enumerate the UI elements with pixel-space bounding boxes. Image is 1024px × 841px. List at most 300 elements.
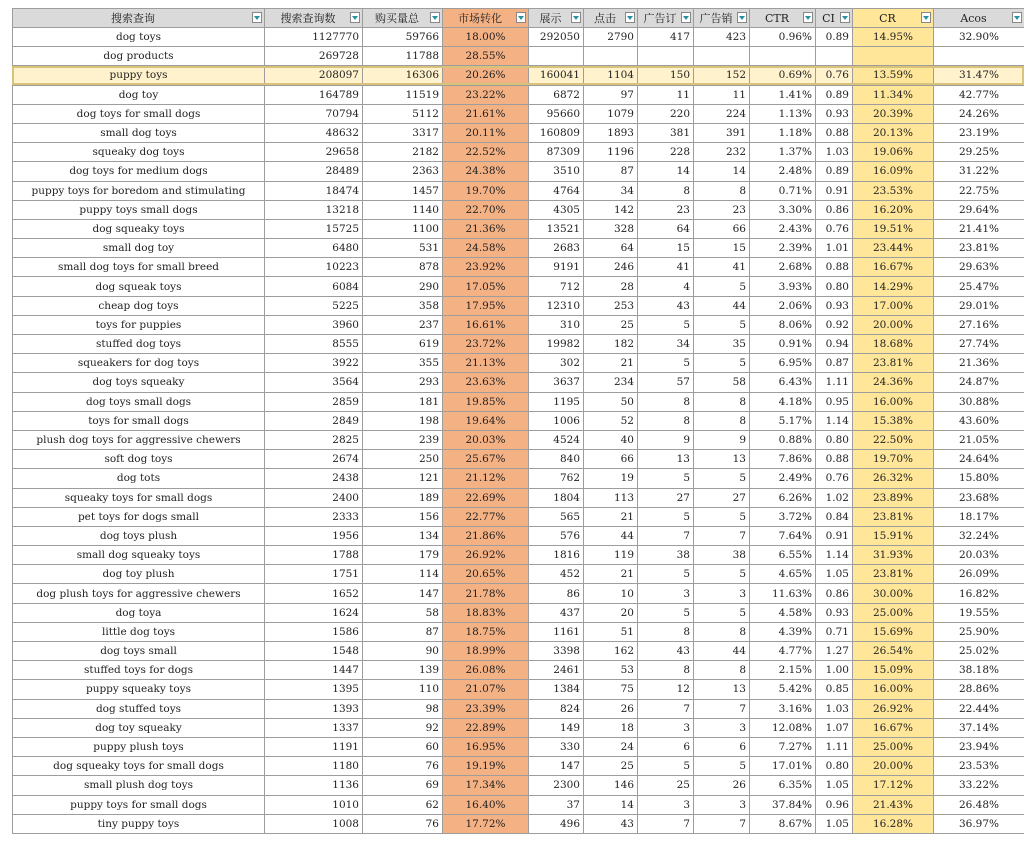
cell-imp[interactable]: 95660 <box>529 104 584 123</box>
cell-ctr[interactable]: 2.49% <box>750 469 816 488</box>
cell-conv[interactable]: 22.89% <box>443 718 529 737</box>
cell-acos[interactable]: 29.64% <box>934 200 1024 219</box>
cell-ad2[interactable]: 8 <box>694 411 750 430</box>
cell-acos[interactable]: 37.14% <box>934 718 1024 737</box>
table-row[interactable] <box>13 718 1024 737</box>
cell-clk[interactable]: 1196 <box>584 143 638 162</box>
cell-vol[interactable]: 2849 <box>265 411 363 430</box>
cell-vol[interactable]: 28489 <box>265 162 363 181</box>
cell-ad2[interactable]: 44 <box>694 296 750 315</box>
cell-imp[interactable]: 840 <box>529 450 584 469</box>
row-number[interactable] <box>0 411 12 430</box>
cell-ci[interactable]: 0.96 <box>816 795 853 814</box>
table-row[interactable] <box>13 661 1024 680</box>
cell-ctr[interactable]: 1.41% <box>750 85 816 104</box>
table-row[interactable] <box>13 488 1024 507</box>
cell-acos[interactable]: 29.63% <box>934 258 1024 277</box>
cell-ad2[interactable]: 5 <box>694 315 750 334</box>
cell-vol[interactable]: 1395 <box>265 680 363 699</box>
filter-dropdown-icon[interactable] <box>1012 12 1022 23</box>
cell-cr[interactable]: 26.54% <box>853 642 934 661</box>
row-number[interactable] <box>0 27 12 46</box>
row-number[interactable] <box>0 181 12 200</box>
cell-q[interactable]: squeakers for dog toys <box>13 354 265 373</box>
table-row[interactable] <box>13 450 1024 469</box>
cell-acos[interactable]: 24.64% <box>934 450 1024 469</box>
cell-buy[interactable]: 98 <box>363 699 443 718</box>
cell-ad1[interactable]: 25 <box>638 776 694 795</box>
cell-buy[interactable]: 139 <box>363 661 443 680</box>
cell-ad2[interactable]: 5 <box>694 469 750 488</box>
cell-clk[interactable]: 1104 <box>584 66 638 85</box>
cell-ctr[interactable]: 2.68% <box>750 258 816 277</box>
cell-ad2[interactable]: 152 <box>694 66 750 85</box>
cell-clk[interactable]: 18 <box>584 718 638 737</box>
cell-clk[interactable]: 119 <box>584 546 638 565</box>
cell-conv[interactable]: 23.22% <box>443 85 529 104</box>
cell-vol[interactable]: 1956 <box>265 526 363 545</box>
cell-acos[interactable]: 18.17% <box>934 507 1024 526</box>
cell-q[interactable]: dog toys squeaky <box>13 373 265 392</box>
cell-ctr[interactable]: 12.08% <box>750 718 816 737</box>
cell-clk[interactable] <box>584 47 638 66</box>
cell-q[interactable]: pet toys for dogs small <box>13 507 265 526</box>
cell-imp[interactable] <box>529 47 584 66</box>
cell-ad2[interactable]: 391 <box>694 123 750 142</box>
cell-vol[interactable]: 18474 <box>265 181 363 200</box>
cell-ad1[interactable]: 5 <box>638 603 694 622</box>
cell-ad2[interactable]: 423 <box>694 28 750 47</box>
cell-ad1[interactable]: 381 <box>638 123 694 142</box>
cell-imp[interactable]: 1384 <box>529 680 584 699</box>
cell-ctr[interactable]: 6.26% <box>750 488 816 507</box>
cell-conv[interactable]: 16.61% <box>443 315 529 334</box>
cell-buy[interactable]: 92 <box>363 718 443 737</box>
cell-ad2[interactable]: 3 <box>694 718 750 737</box>
cell-ad1[interactable]: 7 <box>638 526 694 545</box>
cell-buy[interactable]: 237 <box>363 315 443 334</box>
cell-q[interactable]: dog toy squeaky <box>13 718 265 737</box>
row-number[interactable] <box>0 526 12 545</box>
cell-ad2[interactable]: 5 <box>694 277 750 296</box>
column-header-conv[interactable] <box>443 9 529 28</box>
cell-q[interactable]: tiny puppy toys <box>13 814 265 833</box>
cell-vol[interactable]: 15725 <box>265 219 363 238</box>
cell-vol[interactable]: 1191 <box>265 737 363 756</box>
cell-ci[interactable]: 0.89 <box>816 28 853 47</box>
row-number[interactable] <box>0 775 12 794</box>
cell-acos[interactable]: 21.05% <box>934 430 1024 449</box>
cell-ci[interactable]: 0.76 <box>816 219 853 238</box>
cell-ci[interactable]: 1.11 <box>816 373 853 392</box>
cell-imp[interactable]: 1161 <box>529 622 584 641</box>
cell-ad2[interactable]: 15 <box>694 239 750 258</box>
cell-vol[interactable]: 6084 <box>265 277 363 296</box>
cell-acos[interactable] <box>934 47 1024 66</box>
cell-cr[interactable]: 26.32% <box>853 469 934 488</box>
cell-ctr[interactable]: 2.15% <box>750 661 816 680</box>
cell-ad1[interactable]: 4 <box>638 277 694 296</box>
cell-vol[interactable]: 1624 <box>265 603 363 622</box>
cell-ad1[interactable]: 3 <box>638 584 694 603</box>
filter-dropdown-icon[interactable] <box>681 12 691 23</box>
cell-cr[interactable]: 11.34% <box>853 85 934 104</box>
cell-ci[interactable]: 1.00 <box>816 661 853 680</box>
cell-buy[interactable]: 2363 <box>363 162 443 181</box>
row-number[interactable] <box>0 583 12 602</box>
table-row[interactable] <box>13 411 1024 430</box>
cell-q[interactable]: puppy toys for small dogs <box>13 795 265 814</box>
cell-buy[interactable]: 1140 <box>363 200 443 219</box>
cell-clk[interactable]: 21 <box>584 565 638 584</box>
cell-ci[interactable]: 1.14 <box>816 411 853 430</box>
cell-conv[interactable]: 16.95% <box>443 737 529 756</box>
cell-buy[interactable]: 69 <box>363 776 443 795</box>
cell-acos[interactable]: 21.41% <box>934 219 1024 238</box>
table-row[interactable] <box>13 239 1024 258</box>
cell-q[interactable]: dog toys plush <box>13 526 265 545</box>
cell-conv[interactable]: 24.38% <box>443 162 529 181</box>
column-header-acos[interactable] <box>934 9 1024 28</box>
cell-vol[interactable]: 1010 <box>265 795 363 814</box>
cell-buy[interactable]: 179 <box>363 546 443 565</box>
cell-ad1[interactable]: 5 <box>638 469 694 488</box>
cell-acos[interactable]: 32.24% <box>934 526 1024 545</box>
cell-cr[interactable]: 16.20% <box>853 200 934 219</box>
cell-ad1[interactable]: 12 <box>638 680 694 699</box>
cell-vol[interactable]: 2333 <box>265 507 363 526</box>
cell-clk[interactable]: 253 <box>584 296 638 315</box>
row-number[interactable] <box>0 392 12 411</box>
cell-acos[interactable]: 33.22% <box>934 776 1024 795</box>
cell-clk[interactable]: 234 <box>584 373 638 392</box>
cell-cr[interactable]: 16.09% <box>853 162 934 181</box>
cell-q[interactable]: plush dog toys for aggressive chewers <box>13 430 265 449</box>
cell-buy[interactable]: 11788 <box>363 47 443 66</box>
cell-ad2[interactable]: 44 <box>694 642 750 661</box>
cell-ad2[interactable]: 5 <box>694 757 750 776</box>
cell-vol[interactable]: 1136 <box>265 776 363 795</box>
cell-ad1[interactable]: 34 <box>638 335 694 354</box>
table-row[interactable] <box>13 757 1024 776</box>
cell-ad1[interactable]: 14 <box>638 162 694 181</box>
cell-clk[interactable]: 26 <box>584 699 638 718</box>
cell-clk[interactable]: 51 <box>584 622 638 641</box>
row-number[interactable] <box>0 430 12 449</box>
cell-ad2[interactable]: 8 <box>694 661 750 680</box>
cell-ad1[interactable]: 13 <box>638 450 694 469</box>
cell-imp[interactable]: 712 <box>529 277 584 296</box>
cell-ctr[interactable]: 6.95% <box>750 354 816 373</box>
cell-ad2[interactable]: 38 <box>694 546 750 565</box>
cell-ad2[interactable]: 3 <box>694 584 750 603</box>
cell-q[interactable]: toys for small dogs <box>13 411 265 430</box>
cell-vol[interactable]: 2674 <box>265 450 363 469</box>
row-number[interactable] <box>0 449 12 468</box>
cell-ci[interactable]: 0.88 <box>816 450 853 469</box>
cell-buy[interactable]: 76 <box>363 814 443 833</box>
column-header-cr[interactable] <box>853 9 934 28</box>
cell-ctr[interactable]: 5.17% <box>750 411 816 430</box>
cell-conv[interactable]: 18.83% <box>443 603 529 622</box>
cell-clk[interactable]: 146 <box>584 776 638 795</box>
cell-imp[interactable]: 576 <box>529 526 584 545</box>
cell-cr[interactable]: 14.95% <box>853 28 934 47</box>
cell-buy[interactable]: 114 <box>363 565 443 584</box>
row-number[interactable] <box>0 660 12 679</box>
cell-ad1[interactable]: 220 <box>638 104 694 123</box>
cell-imp[interactable]: 6872 <box>529 85 584 104</box>
cell-vol[interactable]: 1393 <box>265 699 363 718</box>
table-row[interactable] <box>13 603 1024 622</box>
cell-ci[interactable]: 0.93 <box>816 603 853 622</box>
cell-ctr[interactable]: 2.43% <box>750 219 816 238</box>
cell-cr[interactable]: 17.12% <box>853 776 934 795</box>
cell-ctr[interactable]: 4.39% <box>750 622 816 641</box>
row-number[interactable] <box>0 65 12 84</box>
cell-clk[interactable]: 64 <box>584 239 638 258</box>
cell-conv[interactable]: 25.67% <box>443 450 529 469</box>
cell-ad2[interactable]: 8 <box>694 622 750 641</box>
cell-ci[interactable]: 0.89 <box>816 162 853 181</box>
cell-acos[interactable]: 27.16% <box>934 315 1024 334</box>
cell-vol[interactable]: 1652 <box>265 584 363 603</box>
cell-vol[interactable]: 1180 <box>265 757 363 776</box>
cell-ctr[interactable]: 17.01% <box>750 757 816 776</box>
cell-q[interactable]: dog squeak toys <box>13 277 265 296</box>
cell-clk[interactable]: 14 <box>584 795 638 814</box>
cell-cr[interactable]: 17.00% <box>853 296 934 315</box>
cell-ad1[interactable]: 228 <box>638 143 694 162</box>
cell-vol[interactable]: 1548 <box>265 642 363 661</box>
cell-q[interactable]: dog toys small <box>13 642 265 661</box>
cell-q[interactable]: squeaky dog toys <box>13 143 265 162</box>
cell-acos[interactable]: 29.25% <box>934 143 1024 162</box>
cell-conv[interactable]: 22.52% <box>443 143 529 162</box>
cell-cr[interactable] <box>853 47 934 66</box>
cell-ctr[interactable]: 4.18% <box>750 392 816 411</box>
filter-dropdown-icon[interactable] <box>252 12 262 23</box>
cell-cr[interactable]: 24.36% <box>853 373 934 392</box>
table-row[interactable] <box>13 814 1024 833</box>
cell-ad1[interactable]: 417 <box>638 28 694 47</box>
row-number[interactable] <box>0 142 12 161</box>
cell-buy[interactable]: 121 <box>363 469 443 488</box>
row-number[interactable] <box>0 622 12 641</box>
cell-q[interactable]: puppy squeaky toys <box>13 680 265 699</box>
cell-ad2[interactable]: 5 <box>694 565 750 584</box>
cell-ctr[interactable]: 7.64% <box>750 526 816 545</box>
cell-acos[interactable]: 16.82% <box>934 584 1024 603</box>
cell-ad2[interactable]: 11 <box>694 85 750 104</box>
cell-cr[interactable]: 16.00% <box>853 680 934 699</box>
cell-clk[interactable]: 21 <box>584 507 638 526</box>
cell-q[interactable]: dog toy plush <box>13 565 265 584</box>
cell-ci[interactable]: 0.95 <box>816 392 853 411</box>
table-row[interactable] <box>13 565 1024 584</box>
cell-ctr[interactable]: 8.06% <box>750 315 816 334</box>
cell-conv[interactable]: 20.03% <box>443 430 529 449</box>
cell-conv[interactable]: 19.85% <box>443 392 529 411</box>
cell-cr[interactable]: 18.68% <box>853 335 934 354</box>
cell-q[interactable]: dog plush toys for aggressive chewers <box>13 584 265 603</box>
row-number[interactable] <box>0 257 12 276</box>
cell-imp[interactable]: 2461 <box>529 661 584 680</box>
cell-imp[interactable]: 762 <box>529 469 584 488</box>
cell-conv[interactable]: 20.11% <box>443 123 529 142</box>
cell-buy[interactable]: 5112 <box>363 104 443 123</box>
cell-vol[interactable]: 1788 <box>265 546 363 565</box>
cell-clk[interactable]: 246 <box>584 258 638 277</box>
cell-conv[interactable]: 23.63% <box>443 373 529 392</box>
cell-conv[interactable]: 19.70% <box>443 181 529 200</box>
cell-cr[interactable]: 15.09% <box>853 661 934 680</box>
cell-ad2[interactable]: 3 <box>694 795 750 814</box>
table-row[interactable] <box>13 392 1024 411</box>
cell-ad2[interactable]: 13 <box>694 680 750 699</box>
cell-cr[interactable]: 15.69% <box>853 622 934 641</box>
cell-conv[interactable]: 22.69% <box>443 488 529 507</box>
cell-ad1[interactable]: 15 <box>638 239 694 258</box>
cell-ctr[interactable]: 37.84% <box>750 795 816 814</box>
cell-buy[interactable]: 59766 <box>363 28 443 47</box>
cell-conv[interactable]: 24.58% <box>443 239 529 258</box>
cell-ad2[interactable]: 232 <box>694 143 750 162</box>
cell-ctr[interactable]: 3.93% <box>750 277 816 296</box>
cell-clk[interactable]: 162 <box>584 642 638 661</box>
cell-acos[interactable]: 20.03% <box>934 546 1024 565</box>
cell-q[interactable]: small dog toy <box>13 239 265 258</box>
cell-ci[interactable]: 0.80 <box>816 277 853 296</box>
cell-conv[interactable]: 21.86% <box>443 526 529 545</box>
cell-conv[interactable]: 19.19% <box>443 757 529 776</box>
cell-clk[interactable]: 10 <box>584 584 638 603</box>
cell-imp[interactable]: 1804 <box>529 488 584 507</box>
table-row[interactable] <box>13 354 1024 373</box>
cell-acos[interactable]: 22.75% <box>934 181 1024 200</box>
cell-q[interactable]: puppy plush toys <box>13 737 265 756</box>
cell-cr[interactable]: 15.91% <box>853 526 934 545</box>
cell-ad1[interactable]: 5 <box>638 354 694 373</box>
table-row[interactable] <box>13 181 1024 200</box>
cell-ctr[interactable]: 0.88% <box>750 430 816 449</box>
cell-imp[interactable]: 2300 <box>529 776 584 795</box>
cell-ctr[interactable]: 2.06% <box>750 296 816 315</box>
cell-clk[interactable]: 142 <box>584 200 638 219</box>
cell-ad2[interactable]: 58 <box>694 373 750 392</box>
cell-q[interactable]: small dog squeaky toys <box>13 546 265 565</box>
cell-cr[interactable]: 20.00% <box>853 315 934 334</box>
row-number[interactable] <box>0 334 12 353</box>
cell-imp[interactable]: 160041 <box>529 66 584 85</box>
row-number[interactable] <box>0 468 12 487</box>
cell-ad2[interactable]: 35 <box>694 335 750 354</box>
cell-cr[interactable]: 23.44% <box>853 239 934 258</box>
cell-cr[interactable]: 21.43% <box>853 795 934 814</box>
cell-q[interactable]: dog toys for small dogs <box>13 104 265 123</box>
row-number[interactable] <box>0 507 12 526</box>
cell-q[interactable]: dog toys for medium dogs <box>13 162 265 181</box>
table-row[interactable] <box>13 507 1024 526</box>
cell-buy[interactable]: 531 <box>363 239 443 258</box>
cell-ad2[interactable]: 7 <box>694 699 750 718</box>
cell-imp[interactable]: 3510 <box>529 162 584 181</box>
cell-imp[interactable]: 1006 <box>529 411 584 430</box>
cell-ci[interactable]: 1.03 <box>816 143 853 162</box>
cell-imp[interactable]: 86 <box>529 584 584 603</box>
table-row[interactable] <box>13 335 1024 354</box>
cell-q[interactable]: toys for puppies <box>13 315 265 334</box>
cell-ad1[interactable]: 11 <box>638 85 694 104</box>
column-header-ad1[interactable] <box>638 9 694 28</box>
cell-q[interactable]: cheap dog toys <box>13 296 265 315</box>
cell-ad1[interactable]: 9 <box>638 430 694 449</box>
row-number[interactable] <box>0 814 12 833</box>
cell-ad2[interactable]: 8 <box>694 392 750 411</box>
cell-ci[interactable]: 1.03 <box>816 699 853 718</box>
cell-ci[interactable]: 0.80 <box>816 757 853 776</box>
column-header-clk[interactable] <box>584 9 638 28</box>
cell-q[interactable]: puppy toys <box>13 66 265 85</box>
cell-ci[interactable]: 0.87 <box>816 354 853 373</box>
cell-buy[interactable]: 189 <box>363 488 443 507</box>
cell-cr[interactable]: 16.67% <box>853 258 934 277</box>
cell-ctr[interactable]: 2.39% <box>750 239 816 258</box>
cell-acos[interactable]: 38.18% <box>934 661 1024 680</box>
cell-ci[interactable]: 0.85 <box>816 680 853 699</box>
cell-ad1[interactable]: 8 <box>638 622 694 641</box>
cell-ci[interactable]: 0.76 <box>816 66 853 85</box>
cell-clk[interactable]: 43 <box>584 814 638 833</box>
row-number[interactable] <box>0 276 12 295</box>
cell-imp[interactable]: 147 <box>529 757 584 776</box>
table-row[interactable] <box>13 680 1024 699</box>
cell-imp[interactable]: 4524 <box>529 430 584 449</box>
cell-ci[interactable]: 0.88 <box>816 123 853 142</box>
cell-cr[interactable]: 23.81% <box>853 565 934 584</box>
cell-clk[interactable]: 34 <box>584 181 638 200</box>
cell-q[interactable]: soft dog toys <box>13 450 265 469</box>
cell-imp[interactable]: 292050 <box>529 28 584 47</box>
cell-vol[interactable]: 1751 <box>265 565 363 584</box>
cell-conv[interactable]: 22.77% <box>443 507 529 526</box>
cell-buy[interactable]: 156 <box>363 507 443 526</box>
cell-buy[interactable]: 239 <box>363 430 443 449</box>
cell-q[interactable]: small dog toys <box>13 123 265 142</box>
cell-vol[interactable]: 1447 <box>265 661 363 680</box>
cell-ad2[interactable]: 26 <box>694 776 750 795</box>
cell-clk[interactable]: 53 <box>584 661 638 680</box>
cell-conv[interactable]: 18.75% <box>443 622 529 641</box>
filter-dropdown-icon[interactable] <box>737 12 747 23</box>
cell-acos[interactable]: 23.68% <box>934 488 1024 507</box>
cell-ad1[interactable]: 5 <box>638 315 694 334</box>
cell-ci[interactable]: 1.14 <box>816 546 853 565</box>
cell-acos[interactable]: 23.94% <box>934 737 1024 756</box>
cell-ctr[interactable]: 7.27% <box>750 737 816 756</box>
cell-ci[interactable]: 0.93 <box>816 296 853 315</box>
row-number[interactable] <box>0 315 12 334</box>
cell-acos[interactable]: 27.74% <box>934 335 1024 354</box>
cell-acos[interactable]: 23.19% <box>934 123 1024 142</box>
table-row[interactable] <box>13 430 1024 449</box>
cell-vol[interactable]: 1008 <box>265 814 363 833</box>
cell-ci[interactable]: 0.88 <box>816 258 853 277</box>
cell-cr[interactable]: 26.92% <box>853 699 934 718</box>
cell-q[interactable]: small plush dog toys <box>13 776 265 795</box>
row-number[interactable] <box>0 46 12 65</box>
cell-ad2[interactable]: 13 <box>694 450 750 469</box>
